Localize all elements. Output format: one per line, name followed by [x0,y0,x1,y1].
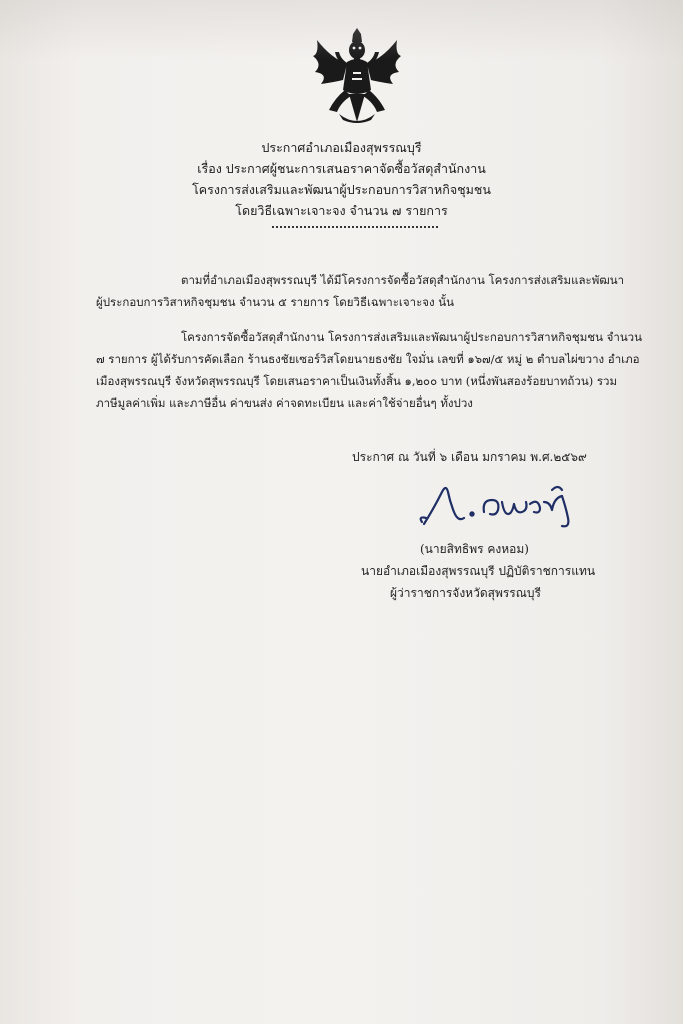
project-line: โครงการส่งเสริมและพัฒนาผู้ประกอบการวิสาหกิจชุมชน [192,182,491,197]
paragraph-2-line-2: ๗ รายการ ผู้ได้รับการคัดเลือก ร้านธงชัยเซอร์วิสโดยนายธงชัย ใจมั่น เลขที่ ๑๖๗/๕ หมู่ ๒ ตำบลไผ่ขวาง อำเภอ [96,352,640,366]
paragraph-1-line-2: ผู้ประกอบการวิสาหกิจชุมชน จำนวน ๕ รายการ โดยวิธีเฉพาะเจาะจง นั้น [96,295,454,309]
signer-name: (นายสิทธิพร คงหอม) [420,542,529,556]
signer-position-1: นายอำเภอเมืองสุพรรณบุรี ปฏิบัติราชการแทน [361,564,596,578]
paragraph-1-line-1: ตามที่อำเภอเมืองสุพรรณบุรี ได้มีโครงการจัดซื้อวัสดุสำนักงาน โครงการส่งเสริมและพัฒนา [181,273,625,287]
paragraph-2-line-3: เมืองสุพรรณบุรี จังหวัดสุพรรณบุรี โดยเสนอราคาเป็นเงินทั้งสิ้น ๑,๒๐๐ บาท (หนึ่งพันสองร้อยบาทถ้วน) รวม [96,374,618,388]
announcement-title: ประกาศอำเภอเมืองสุพรรณบุรี [261,140,422,155]
subject-line: เรื่อง ประกาศผู้ชนะการเสนอราคาจัดซื้อวัสดุสำนักงาน [197,161,486,176]
signer-position-2: ผู้ว่าราชการจังหวัดสุพรรณบุรี [390,586,541,600]
dotted-divider [272,226,438,228]
paragraph-2-line-1: โครงการจัดซื้อวัสดุสำนักงาน โครงการส่งเสริมและพัฒนาผู้ประกอบการวิสาหกิจชุมชน จำนวน [181,330,642,344]
garuda-emblem-icon [309,28,405,128]
method-line: โดยวิธีเฉพาะเจาะจง จำนวน ๗ รายการ [235,203,448,218]
handwritten-signature-icon [412,478,592,532]
paragraph-2-line-4: ภาษีมูลค่าเพิ่ม และภาษีอื่น ค่าขนส่ง ค่าจดทะเบียน และค่าใช้จ่ายอื่นๆ ทั้งปวง [96,396,473,410]
announcement-date: ประกาศ ณ วันที่ ๖ เดือน มกราคม พ.ศ.๒๕๖๙ [352,450,587,464]
